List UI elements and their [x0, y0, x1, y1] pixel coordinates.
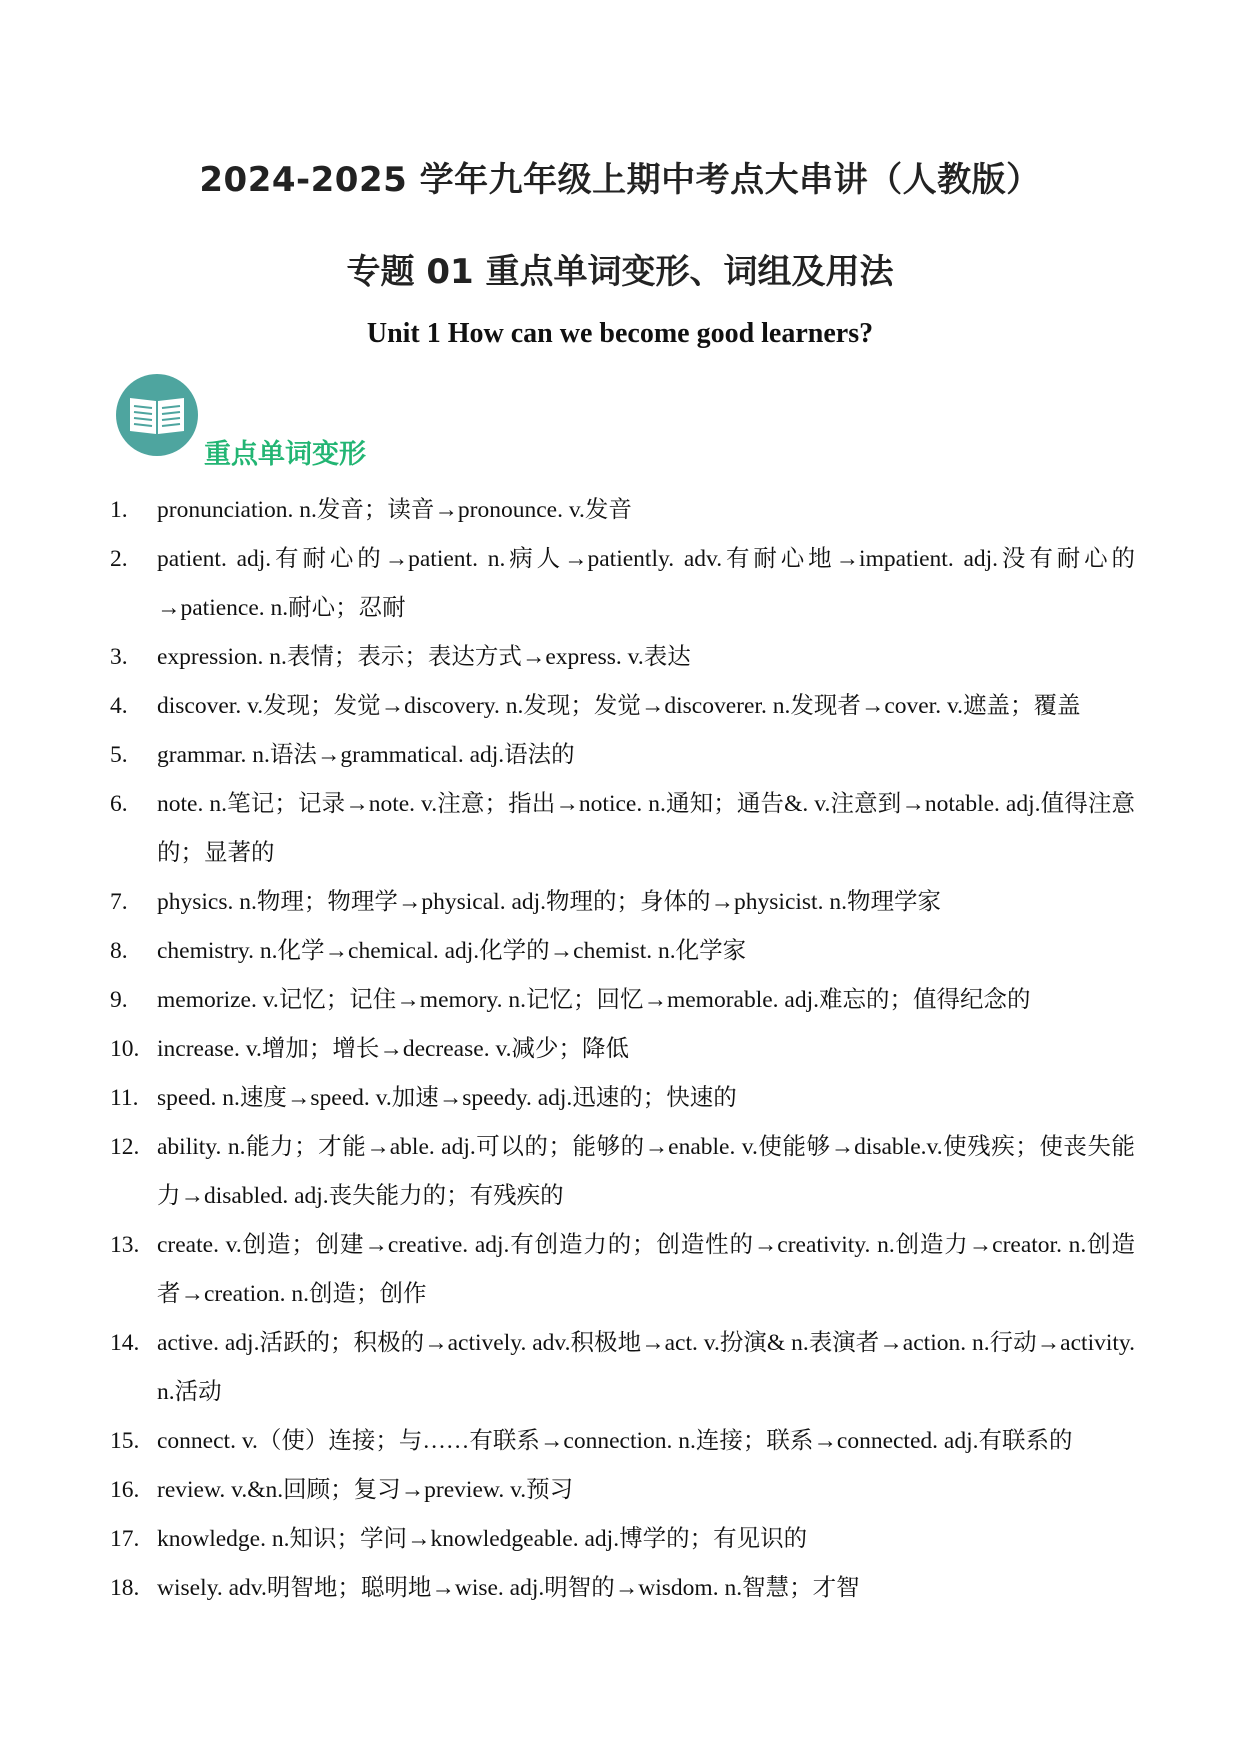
item-number: 1. [110, 497, 128, 523]
list-item [110, 682, 1135, 731]
item-text: create. v.创造；创建→creative. adj.有创造力的；创造性的→creativity. n.创造力→creator. n.创造者→creation. n.创造；创作 [157, 1232, 1135, 1307]
list-item [110, 878, 1135, 927]
item-text: grammar. n.语法→grammatical. adj.语法的 [157, 742, 575, 768]
vocab-list [110, 486, 1135, 1613]
item-text: active. adj.活跃的；积极的→actively. adv.积极地→act. v.扮演& n.表演者→action. n.行动→activity. n.活动 [157, 1330, 1135, 1405]
list-item [110, 780, 1135, 878]
item-number: 15. [110, 1428, 140, 1454]
item-number: 14. [110, 1330, 140, 1356]
item-text: discover. v.发现；发觉→discovery. n.发现；发觉→discoverer. n.发现者→cover. v.遮盖；覆盖 [157, 693, 1081, 719]
item-number: 3. [110, 644, 128, 670]
section-heading: 重点单词变形 [204, 439, 366, 470]
list-item [110, 927, 1135, 976]
item-number: 17. [110, 1526, 140, 1552]
item-text: physics. n.物理；物理学→physical. adj.物理的；身体的→physicist. n.物理学家 [157, 889, 941, 915]
item-number: 18. [110, 1575, 140, 1601]
list-item [110, 1564, 1135, 1613]
item-number: 11. [110, 1085, 139, 1111]
item-text: note. n.笔记；记录→note. v.注意；指出→notice. n.通知；通告&. v.注意到→notable. adj.值得注意的；显著的 [157, 791, 1135, 866]
list-item [110, 1417, 1135, 1466]
list-item [110, 1515, 1135, 1564]
item-text: knowledge. n.知识；学问→knowledgeable. adj.博学的；有见识的 [157, 1526, 808, 1552]
item-text: increase. v.增加；增长→decrease. v.减少；降低 [157, 1036, 630, 1062]
item-text: expression. n.表情；表示；表达方式→express. v.表达 [157, 644, 691, 670]
item-text: connect. v.（使）连接；与……有联系→connection. n.连接；联系→connected. adj.有联系的 [157, 1428, 1073, 1454]
document-title: 2024-2025 学年九年级上期中考点大串讲（人教版） [199, 160, 1041, 200]
item-number: 2. [110, 546, 128, 572]
item-text: speed. n.速度→speed. v.加速→speedy. adj.迅速的；快速的 [157, 1085, 737, 1111]
item-text: patient. adj.有耐心的→patient. n.病人→patiently. adv.有耐心地→impatient. adj.没有耐心的→patience. n.耐心；忍耐 [157, 546, 1135, 621]
list-item [110, 535, 1135, 633]
item-number: 6. [110, 791, 128, 817]
item-number: 10. [110, 1036, 140, 1062]
list-item [110, 1025, 1135, 1074]
open-book-icon [116, 374, 198, 456]
list-item [110, 731, 1135, 780]
list-item [110, 976, 1135, 1025]
item-number: 16. [110, 1477, 140, 1503]
list-item [110, 1074, 1135, 1123]
item-number: 12. [110, 1134, 140, 1160]
item-text: wisely. adv.明智地；聪明地→wise. adj.明智的→wisdom. n.智慧；才智 [157, 1575, 860, 1601]
list-item [110, 1466, 1135, 1515]
item-text: pronunciation. n.发音；读音→pronounce. v.发音 [157, 497, 632, 523]
topic-subtitle: 专题 01 重点单词变形、词组及用法 [346, 252, 894, 292]
list-item [110, 1123, 1135, 1221]
list-item [110, 633, 1135, 682]
item-text: chemistry. n.化学→chemical. adj.化学的→chemist. n.化学家 [157, 938, 747, 964]
item-text: memorize. v.记忆；记住→memory. n.记忆；回忆→memorable. adj.难忘的；值得纪念的 [157, 987, 1031, 1013]
item-number: 9. [110, 987, 128, 1013]
item-number: 5. [110, 742, 128, 768]
list-item [110, 1221, 1135, 1319]
item-number: 4. [110, 693, 128, 719]
item-text: review. v.&n.回顾；复习→preview. v.预习 [157, 1477, 574, 1503]
list-item [110, 1319, 1135, 1417]
unit-title: Unit 1 How can we become good learners? [366, 318, 874, 349]
item-text: ability. n.能力；才能→able. adj.可以的；能够的→enable. v.使能够→disable.v.使残疾；使丧失能力→disabled. adj.丧失能力的；有残疾的 [157, 1134, 1135, 1209]
item-number: 8. [110, 938, 128, 964]
item-number: 7. [110, 889, 128, 915]
list-item [110, 486, 1135, 535]
item-number: 13. [110, 1232, 140, 1258]
